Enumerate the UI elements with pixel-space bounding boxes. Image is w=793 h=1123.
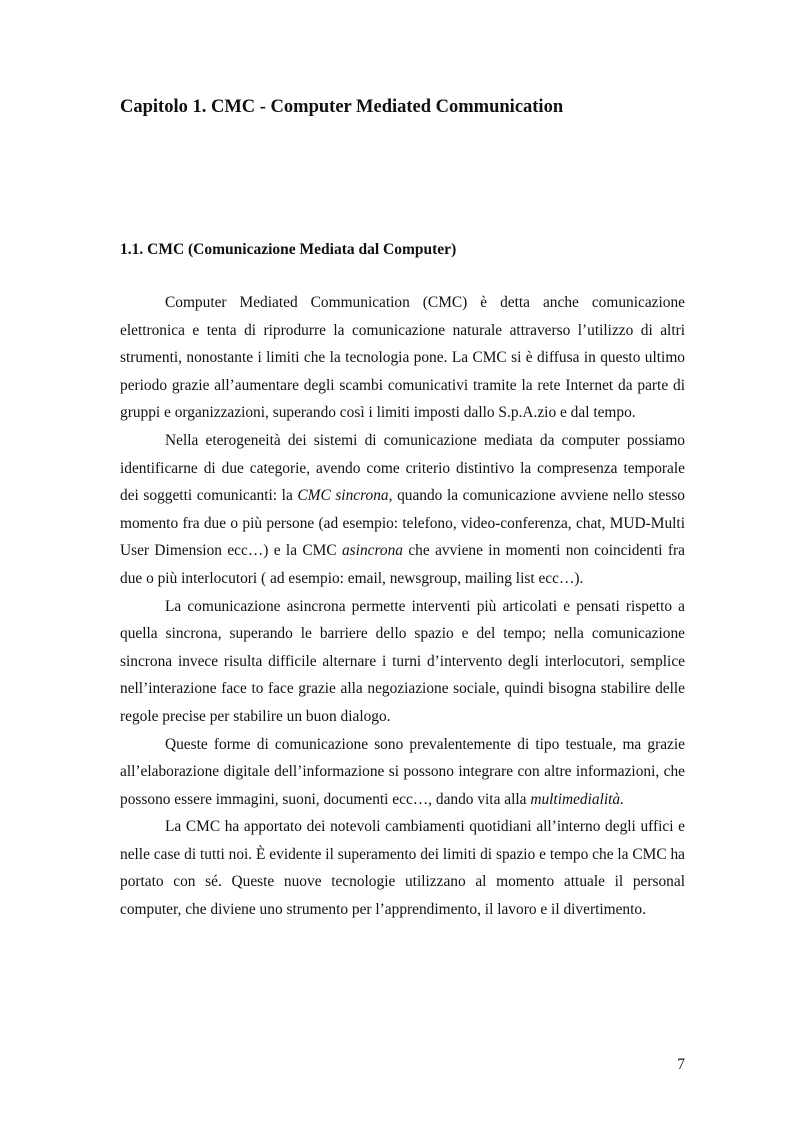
section-heading: 1.1. CMC (Comunicazione Mediata dal Computer) bbox=[120, 241, 457, 258]
paragraph-text-segment: Queste forme di comunicazione sono prevalentemente di tipo testuale, ma grazie all’elaborazione digitale dell’informazione si possono integrare con altre informazioni, che possono essere immagini, suoni, documenti ecc…, dando vita alla bbox=[120, 735, 685, 808]
paragraph-asynchronous-communication: La comunicazione asincrona permette interventi più articolati e pensati rispetto a quella sincrona, superando le barriere dello spazio e del tempo; nella comunicazione sincrona invece risulta difficile alternare i turni d’intervento degli interlocutori, semplice nell’interazione face to face grazie alla negoziazione sociale, quindi bisogna stabilire delle regole precise per stabilire un buon dialogo. bbox=[120, 597, 685, 725]
emphasis-multimedialita: multimedialità. bbox=[530, 790, 624, 808]
paragraph-text-segment: che avviene in momenti non coincidenti fra due o più interlocutori ( ad esempio: email, newsgroup, mailing list ecc…). bbox=[120, 542, 685, 587]
paragraph-cmc-categories bbox=[120, 427, 685, 593]
page-number: 7 bbox=[677, 1056, 685, 1073]
chapter-title: Capitolo 1. CMC - Computer Mediated Communication bbox=[120, 97, 564, 117]
paragraph-everyday-changes: La CMC ha apportato dei notevoli cambiamenti quotidiani all’interno degli uffici e nelle case di tutti noi. È evidente il superamento dei limiti di spazio e tempo che la CMC ha portato con sé. Queste nuove tecnologie utilizzano al momento attuale il personal computer, che diviene uno strumento per l’apprendimento, il lavoro e il divertimento. bbox=[120, 818, 685, 919]
paragraph-cmc-definition: Computer Mediated Communication (CMC) è detta anche comunicazione elettronica e tenta di riprodurre la comunicazione naturale attraverso l’utilizzo di altri strumenti, nonostante i limiti che la tecnologia pone. La CMC si è diffusa in questo ultimo periodo grazie all’aumentare degli scambi comunicativi tramite la rete Internet da parte di gruppi e organizzazioni, superando così i limiti imposti dallo S.p.A.zio e dal tempo. bbox=[120, 294, 685, 422]
paragraph-text-segment: Nella eterogeneità dei sistemi di comunicazione mediata da computer possiamo identificarne di due categorie, avendo come criterio distintivo la compresenza temporale dei soggetti comunicanti: la bbox=[120, 431, 685, 505]
paragraph-multimedia bbox=[120, 731, 685, 814]
paragraph-text-segment: , quando la comunicazione avviene nello stesso momento fra due o più persone (ad esempio: telefono, video-conferenza, chat, MUD-Multi User Dimension ecc…) e la CMC bbox=[120, 487, 686, 560]
emphasis-cmc-sincrona: CMC sincrona bbox=[297, 487, 389, 505]
emphasis-asincrona: asincrona bbox=[341, 542, 403, 560]
body-text bbox=[120, 289, 685, 924]
